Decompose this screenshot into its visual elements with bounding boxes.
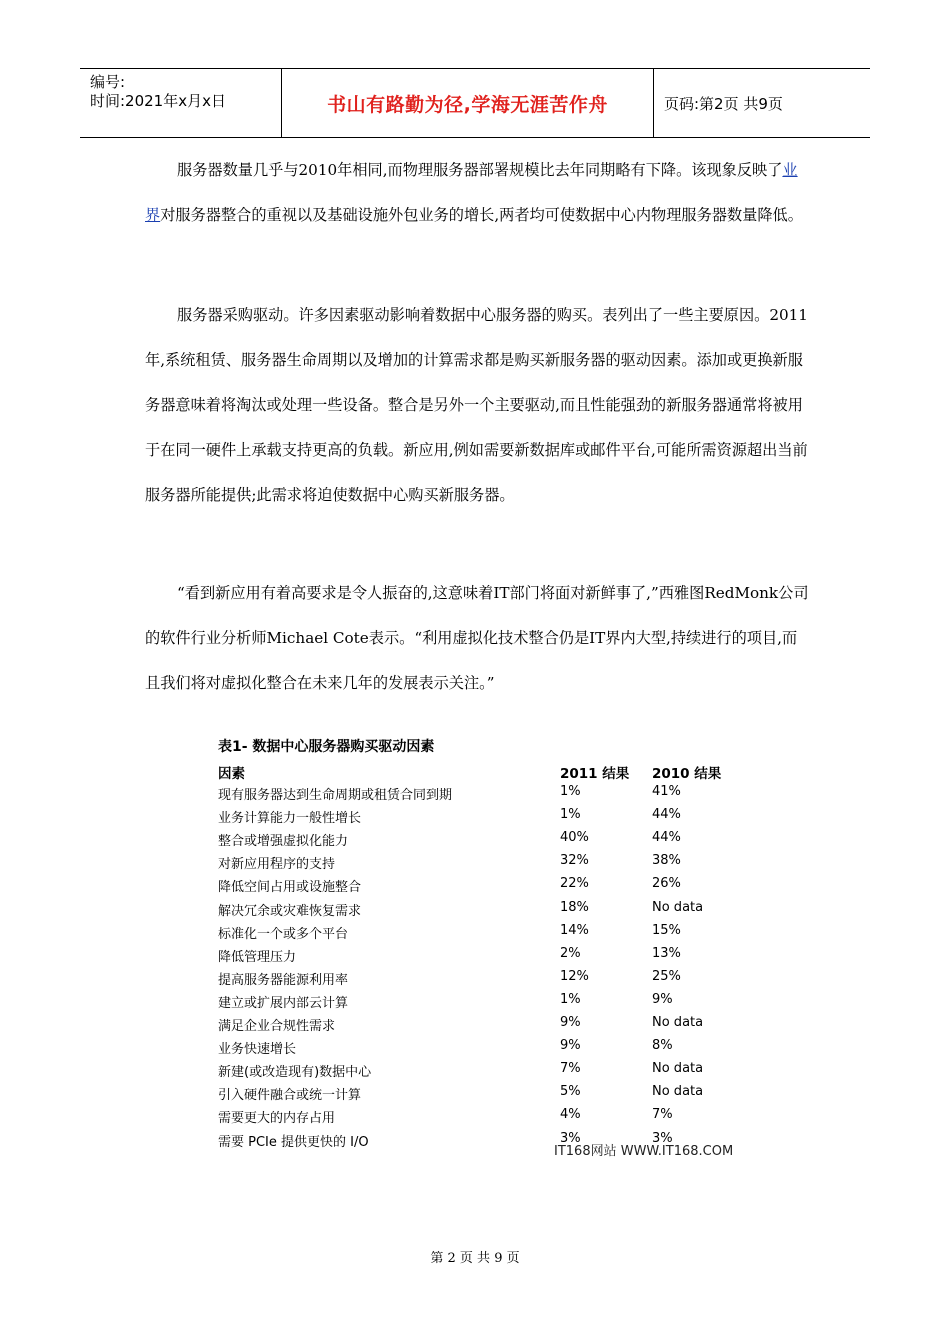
table-cell-factor: 提高服务器能源利用率 (218, 972, 349, 988)
table-cell-factor: 标准化一个或多个平台 (218, 926, 349, 942)
table-cell-2011: 1% (560, 807, 581, 823)
table-row (210, 1107, 770, 1130)
table-cell-2010: 44% (652, 830, 681, 846)
table-row (210, 830, 770, 853)
time-label: 时间:2021年x月x日 (90, 92, 226, 110)
table-cell-factor: 建立或扩展内部云计算 (218, 995, 349, 1011)
table-cell-2011: 32% (560, 853, 589, 869)
table-cell-2011: 5% (560, 1084, 581, 1100)
table-cell-factor: 需要 PCIe 提供更快的 I/O (218, 1134, 369, 1150)
table-cell-2010: No data (652, 1061, 704, 1077)
table-cell-2010: 25% (652, 968, 681, 984)
paragraph-1-text-a: 服务器数量几乎与2010年相同,而物理服务器部署规模比去年同期略有下降。该现象反映了 (177, 161, 783, 179)
table-header-2010: 2010 结果 (652, 766, 722, 782)
table-cell-factor: 满足企业合规性需求 (218, 1019, 336, 1034)
table-cell-2010: 44% (652, 807, 681, 823)
table-cell-2010: 9% (652, 991, 673, 1007)
table-cell-factor: 新建(或改造现有)数据中心 (218, 1065, 372, 1081)
table-cell-2011: 22% (560, 876, 589, 892)
table-row (210, 784, 770, 807)
table-cell-2011: 3% (560, 1130, 581, 1146)
paragraph-2-text: 服务器采购驱动。许多因素驱动影响着数据中心服务器的购买。表列出了一些主要原因。2011年,系统租赁、服务器生命周期以及增加的计算需求都是购买新服务器的驱动因素。添加或更换新服务器意味着将淘汰或处理一些设备。整合是另外一个主要驱动,而且性能强劲的新服务器通常将被用于在同一硬件上承载支持更高的负载。新应用,例如需要新数据库或邮件平台,可能所需资源超出当前服务器所能提供;此需求将迫使数据中心购买新服务器。 (145, 306, 808, 504)
table-title: 表1- 数据中心服务器购买驱动因素 (218, 739, 435, 755)
header-motto: 书山有路勤为径,学海无涯苦作舟 (282, 69, 654, 137)
header-meta (80, 69, 282, 137)
table-cell-2011: 40% (560, 830, 589, 846)
table-cell-2010: 15% (652, 922, 681, 938)
number-label: 编号: (90, 73, 126, 91)
table-row (210, 992, 770, 1015)
table-cell-2011: 2% (560, 945, 581, 961)
paragraph-1-text-b: 对服务器整合的重视以及基础设施外包业务的增长,两者均可使数据中心内物理服务器数量降低。 (160, 206, 803, 224)
header-page-code: 页码:第2页 共9页 (664, 94, 783, 113)
paragraph-3-text: “看到新应用有着高要求是令人振奋的,这意味着IT部门将面对新鲜事了,”西雅图RedMonk公司的软件行业分析师Michael Cote表示。“利用虚拟化技术整合仍是IT界内大型,持续进行的项目,而且我们将对虚拟化整合在未来几年的发展表示关注。” (145, 584, 809, 692)
table-cell-2010: 3% (652, 1130, 673, 1146)
table-cell-factor: 需要更大的内存占用 (218, 1111, 336, 1127)
table-cell-factor: 降低管理压力 (218, 949, 297, 965)
table-row (210, 946, 770, 969)
page-footer: 第 2 页 共 9 页 (430, 1251, 520, 1266)
table-header-2011: 2011 结果 (560, 766, 630, 782)
table-watermark: IT168网站 WWW.IT168.COM (554, 1144, 734, 1159)
table-cell-2011: 1% (560, 991, 581, 1007)
table-cell-2010: 38% (652, 853, 681, 869)
table-row (210, 876, 770, 899)
table-cell-factor: 业务计算能力一般性增长 (218, 811, 362, 827)
table-cell-2011: 18% (560, 899, 589, 915)
table-cell-2011: 9% (560, 1015, 581, 1030)
table-cell-factor: 业务快速增长 (218, 1042, 297, 1058)
table-row (210, 853, 770, 876)
industry-link[interactable]: 业界 (145, 161, 798, 224)
table-cell-2011: 14% (560, 922, 589, 938)
table-cell-factor: 解决冗余或灾难恢复需求 (218, 903, 362, 919)
table-cell-2010: 8% (652, 1038, 673, 1054)
table-cell-2011: 4% (560, 1107, 581, 1123)
table-cell-2011: 9% (560, 1038, 581, 1054)
table-row (210, 969, 770, 992)
table-cell-2010: 41% (652, 784, 681, 799)
table-row (210, 1084, 770, 1107)
table-cell-2010: No data (652, 1015, 704, 1030)
table-cell-2011: 7% (560, 1061, 581, 1077)
table-cell-2011: 12% (560, 968, 589, 984)
purchase-drivers-table (210, 732, 770, 1162)
paragraph-1 (145, 148, 810, 238)
table-row (210, 807, 770, 830)
table-cell-2010: 26% (652, 876, 681, 892)
table-cell-2010: No data (652, 899, 704, 915)
table-row (210, 1038, 770, 1061)
table-row (210, 923, 770, 946)
table-cell-factor: 对新应用程序的支持 (218, 857, 336, 873)
table-cell-factor: 引入硬件融合或统一计算 (218, 1088, 362, 1104)
table-header-factor: 因素 (218, 766, 245, 782)
table-cell-factor: 现有服务器达到生命周期或租赁合同到期 (218, 788, 453, 803)
table-cell-2010: 7% (652, 1107, 673, 1123)
table-cell-2011: 1% (560, 784, 581, 799)
table-cell-2010: No data (652, 1084, 704, 1100)
table-row (210, 900, 770, 923)
table-row (210, 1061, 770, 1084)
paragraph-2 (145, 293, 810, 518)
table-row (210, 1015, 770, 1038)
paragraph-3 (145, 571, 810, 706)
table-cell-factor: 降低空间占用或设施整合 (218, 880, 362, 896)
table-cell-2010: 13% (652, 945, 681, 961)
page-header (80, 68, 870, 138)
table-cell-factor: 整合或增强虚拟化能力 (218, 834, 349, 850)
